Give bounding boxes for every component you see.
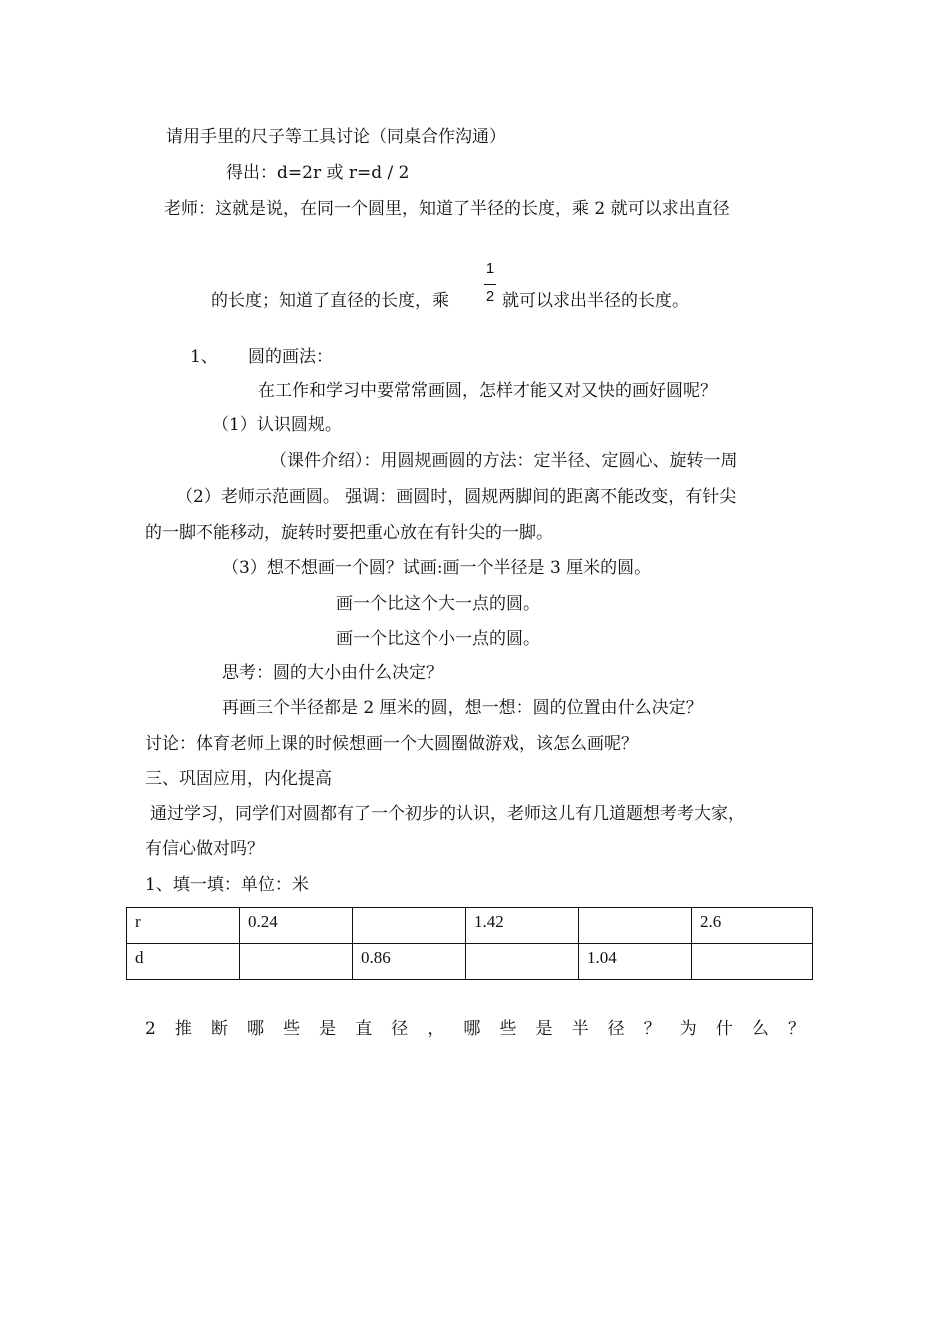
fraction-bar xyxy=(484,284,496,285)
question-char: 哪 xyxy=(247,1019,265,1039)
fill-table xyxy=(126,907,813,980)
table-cell: 1.04 xyxy=(579,944,692,980)
line-step2-cont: 的一脚不能移动，旋转时要把重心放在有针尖的一脚。 xyxy=(145,523,553,543)
table-cell: r xyxy=(127,908,240,944)
line-step3: （3）想不想画一个圆？试画:画一个半径是 3 厘米的圆。 xyxy=(222,558,652,578)
question-char: 是 xyxy=(535,1019,553,1039)
table-cell xyxy=(579,908,692,944)
question-char: ？ xyxy=(787,1019,805,1039)
table-cell: 1.42 xyxy=(466,908,579,944)
question-char: 2 xyxy=(145,1019,156,1039)
question-char: ？ xyxy=(643,1019,661,1039)
line-intro: 通过学习，同学们对圆都有了一个初步的认识，老师这儿有几道题想考考大家， xyxy=(150,804,745,824)
table-row xyxy=(127,944,813,980)
question-char: ， xyxy=(427,1019,445,1039)
table-cell: 2.6 xyxy=(692,908,813,944)
question-char: 是 xyxy=(319,1019,337,1039)
section-title: 圆的画法： xyxy=(248,347,333,367)
exercise-1-title: 1、填一填：单位：米 xyxy=(145,875,309,895)
line-confidence: 有信心做对吗？ xyxy=(145,839,264,859)
line-bigger: 画一个比这个大一点的圆。 xyxy=(336,594,540,614)
table-cell xyxy=(692,944,813,980)
line-discuss: 请用手里的尺子等工具讨论（同桌合作沟通） xyxy=(166,127,506,147)
table-row xyxy=(127,908,813,944)
section-number: 1、 xyxy=(190,347,218,367)
question-char: 什 xyxy=(715,1019,733,1039)
line-courseware: （课件介绍）：用圆规画圆的方法：定半径、定圆心、旋转一周 xyxy=(270,451,738,471)
line-conclusion: 得出：d=2r 或 r=d / 2 xyxy=(226,163,410,183)
question-char: 直 xyxy=(355,1019,373,1039)
section-three-title: 三、巩固应用，内化提高 xyxy=(145,769,332,789)
question-char: 推 xyxy=(174,1019,192,1039)
question-char: 些 xyxy=(283,1019,301,1039)
question-char: 为 xyxy=(679,1019,697,1039)
question-char: 断 xyxy=(210,1019,228,1039)
line-discussion: 讨论：体育老师上课的时候想画一个大圆圈做游戏，该怎么画呢？ xyxy=(145,734,638,754)
line-question: 在工作和学习中要常常画圆，怎样才能又对又快的画好圆呢？ xyxy=(258,381,717,401)
fraction-denominator: 2 xyxy=(485,288,495,305)
question-char: 径 xyxy=(391,1019,409,1039)
question-char: 些 xyxy=(499,1019,517,1039)
line-step2: （2）老师示范画圆。 强调：画圆时，圆规两脚间的距离不能改变，有针尖 xyxy=(176,487,737,507)
line-length-a: 的长度；知道了直径的长度，乘 xyxy=(211,291,449,311)
line-redraw: 再画三个半径都是 2 厘米的圆，想一想：圆的位置由什么决定？ xyxy=(222,698,703,718)
line-teacher: 老师：这就是说，在同一个圆里，知道了半径的长度，乘 2 就可以求出直径 xyxy=(164,199,730,219)
question-char: 半 xyxy=(571,1019,589,1039)
table-cell xyxy=(240,944,353,980)
line-smaller: 画一个比这个小一点的圆。 xyxy=(336,629,540,649)
question-char: 径 xyxy=(607,1019,625,1039)
question-char: 么 xyxy=(751,1019,769,1039)
line-length-b: 就可以求出半径的长度。 xyxy=(502,291,689,311)
line-think: 思考：圆的大小由什么决定？ xyxy=(222,663,443,683)
fraction-numerator: 1 xyxy=(485,260,495,277)
table-cell: 0.86 xyxy=(353,944,466,980)
line-step1: （1）认识圆规。 xyxy=(212,415,342,435)
table-cell xyxy=(353,908,466,944)
table-cell: d xyxy=(127,944,240,980)
question-char: 哪 xyxy=(463,1019,481,1039)
table-cell xyxy=(466,944,579,980)
table-cell: 0.24 xyxy=(240,908,353,944)
exercise-2-question xyxy=(145,1018,805,1040)
